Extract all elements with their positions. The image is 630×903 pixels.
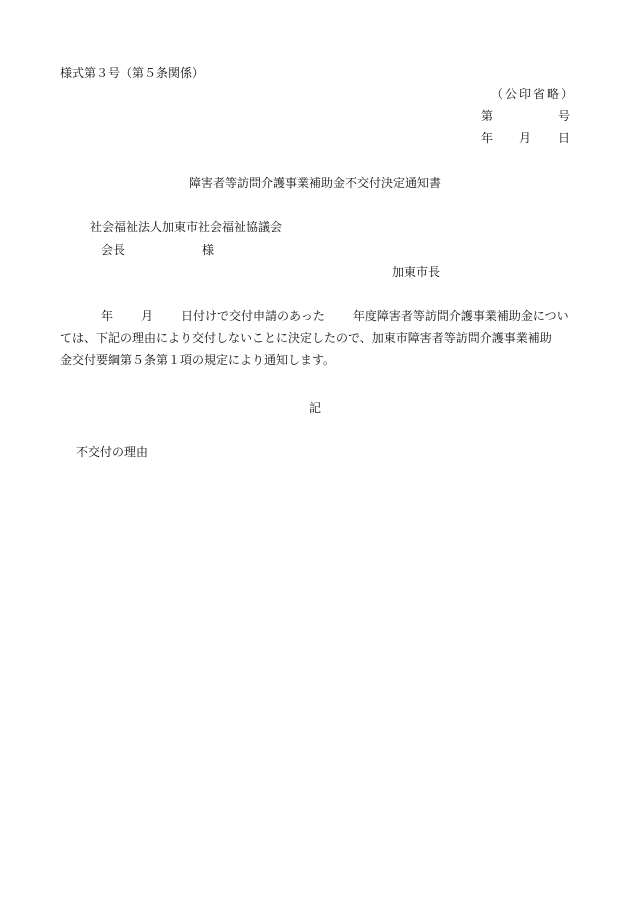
body-line-2: ては、下記の理由により交付しないことに決定したので、加東市障害者等訪問介護事業補助 — [60, 331, 552, 345]
body-year: 年 — [101, 309, 114, 323]
doc-number-suffix: 号 — [558, 109, 571, 123]
date-day-label: 日 — [558, 131, 571, 145]
form-number: 様式第３号（第５条関係） — [60, 66, 205, 80]
body-month: 月 — [141, 309, 154, 323]
document-title: 障害者等訪問介護事業補助金不交付決定通知書 — [188, 176, 441, 190]
body-dated: 日付けで交付申請のあった — [181, 309, 325, 323]
date-month-label: 月 — [519, 131, 532, 145]
doc-number-prefix: 第 — [481, 109, 494, 123]
addressee-position: 会長 — [101, 243, 126, 257]
date-year-label: 年 — [481, 131, 494, 145]
addressee-honorific: 様 — [202, 243, 215, 257]
body-line-3: 金交付要綱第５条第１項の規定により通知します。 — [60, 353, 336, 367]
seal-omitted-note: （公印省略） — [491, 87, 576, 101]
body-line-1 — [101, 310, 569, 322]
addressee-organization: 社会福祉法人加東市社会福祉協議会 — [90, 220, 283, 234]
sender-name: 加東市長 — [392, 265, 441, 279]
ki-heading: 記 — [308, 401, 321, 415]
body-rest: 年度障害者等訪問介護事業補助金につい — [352, 309, 569, 323]
reason-label: 不交付の理由 — [76, 445, 149, 459]
